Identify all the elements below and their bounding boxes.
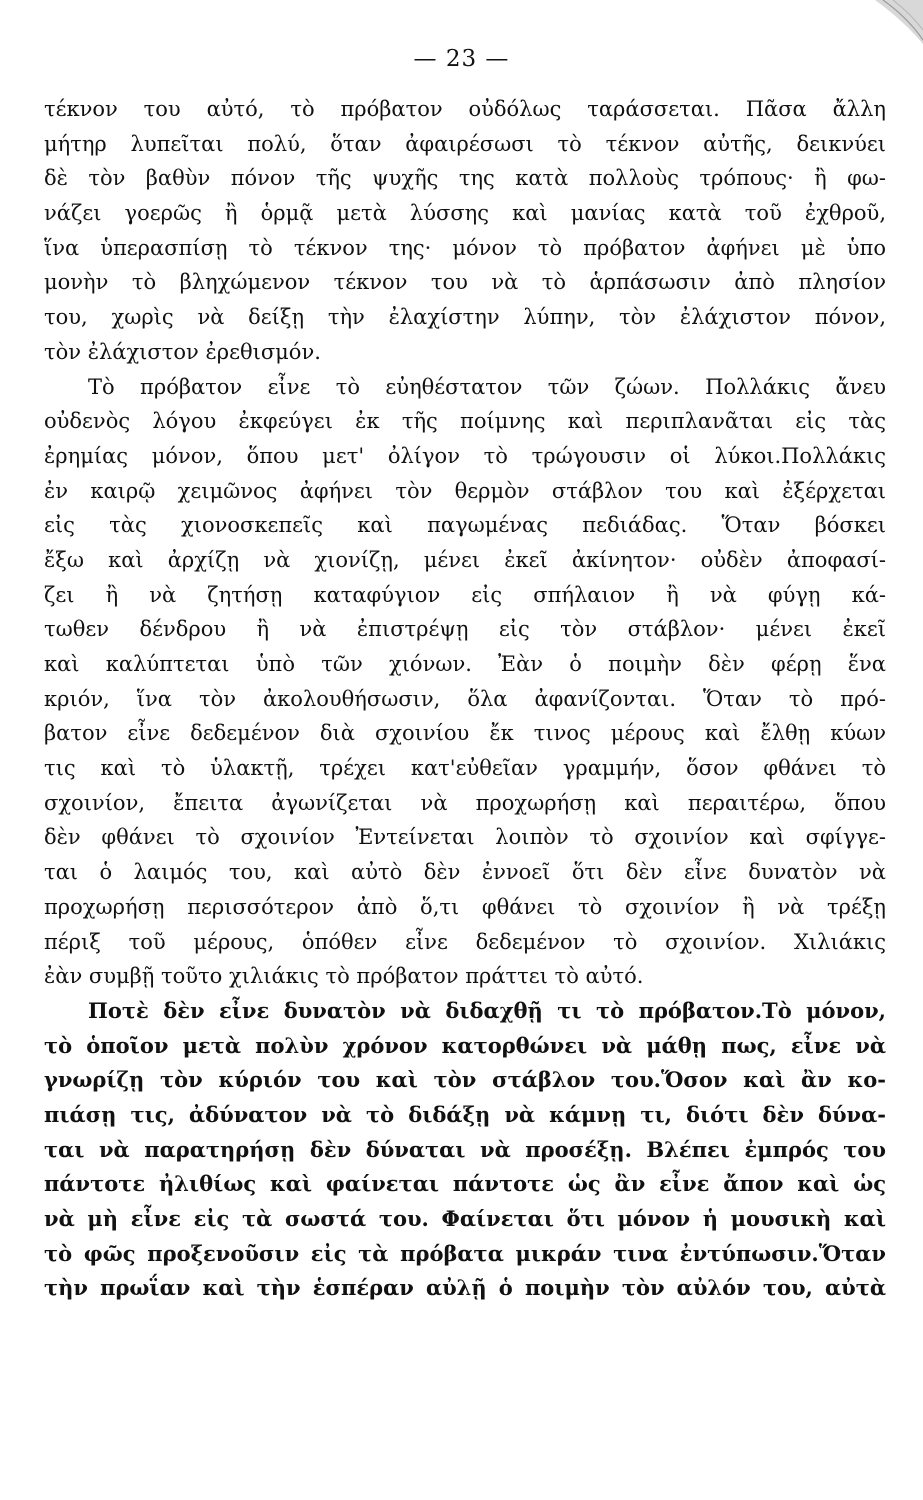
text-line: νὰ μὴ εἶνε εἰς τὰ σωστά του. Φαίνεται ὅτι μόνον ἡ μουσικὴ καὶ	[44, 1206, 886, 1231]
text-line: ἔξω καὶ ἀρχίζῃ νὰ χιονίζῃ, μένει ἐκεῖ ἀκίνητον· οὐδὲν ἀποφασί-	[44, 547, 886, 572]
page-number: — 23 —	[413, 46, 510, 72]
text-line: τις καὶ τὸ ὑλακτῇ, τρέχει κατ'εὐθεῖαν γραμμήν, ὅσον φθάνει τὸ	[44, 756, 886, 781]
text-line: τὴν πρωΐαν καὶ τὴν ἑσπέραν αὐλῇ ὁ ποιμὴν τὸν αὐλόν του, αὐτὰ	[44, 1275, 886, 1301]
text-line: πιάσῃ τις, ἀδύνατον νὰ τὸ διδάξῃ νὰ κάμνῃ τι, διότι δὲν δύνα-	[44, 1101, 886, 1127]
text-line: Τὸ πρόβατον εἶνε τὸ εὐηθέστατον τῶν ζώων. Πολλάκις ἄνευ	[88, 374, 886, 399]
text-line: νάζει γοερῶς ἢ ὁρμᾷ μετὰ λύσσης καὶ μανίας κατὰ τοῦ ἐχθροῦ,	[44, 201, 886, 226]
text-line: πέριξ τοῦ μέρους, ὁπόθεν εἶνε δεδεμένον τὸ σχοινίον. Χιλιάκις	[44, 929, 886, 954]
text-line: ται ὁ λαιμός του, καὶ αὐτὸ δὲν ἐννοεῖ ὅτι δὲν εἶνε δυνατὸν νὰ	[44, 860, 886, 885]
body-text	[44, 92, 886, 1306]
text-line: προχωρήσῃ περισσότερον ἀπὸ ὅ,τι φθάνει τὸ σχοινίον ἢ νὰ τρέξῃ	[44, 894, 886, 919]
text-line: τὸ φῶς προξενοῦσιν εἰς τὰ πρόβατα μικράν τινα ἐντύπωσιν.Ὅταν	[44, 1240, 886, 1266]
text-line: του, χωρὶς νὰ δείξῃ τὴν ἐλαχίστην λύπην, τὸν ἐλάχιστον πόνον,	[44, 305, 886, 330]
text-line: ἐν καιρῷ χειμῶνος ἀφήνει τὸν θερμὸν στάβλον του καὶ ἐξέρχεται	[44, 478, 886, 503]
text-line: ἵνα ὑπερασπίσῃ τὸ τέκνον της· μόνον τὸ πρόβατον ἀφήνει μὲ ὑπο	[44, 235, 886, 260]
text-line: κριόν, ἵνα τὸν ἀκολουθήσωσιν, ὅλα ἀφανίζονται. Ὅταν τὸ πρό-	[44, 686, 886, 711]
text-line: ἐὰν συμβῇ τοῦτο χιλιάκις τὸ πρόβατον πράττει τὸ αὐτό.	[44, 964, 644, 989]
text-line: ται νὰ παρατηρήσῃ δὲν δύναται νὰ προσέξῃ. Βλέπει ἐμπρός του	[44, 1136, 886, 1162]
text-line: σχοινίον, ἔπειτα ἀγωνίζεται νὰ προχωρήσῃ καὶ περαιτέρω, ὅπου	[44, 790, 886, 815]
text-line: τὸν ἐλάχιστον ἐρεθισμόν.	[44, 339, 321, 364]
text-line: οὐδενὸς λόγου ἐκφεύγει ἐκ τῆς ποίμνης καὶ περιπλανᾶται εἰς τὰς	[44, 409, 886, 434]
text-line: τὸ ὁποῖον μετὰ πολὺν χρόνον κατορθώνει νὰ μάθῃ πως, εἶνε νὰ	[44, 1032, 886, 1058]
text-line: καὶ καλύπτεται ὑπὸ τῶν χιόνων. Ἐὰν ὁ ποιμὴν δὲν φέρῃ ἕνα	[44, 652, 886, 676]
text-line: μήτηρ λυπεῖται πολύ, ὅταν ἀφαιρέσωσι τὸ τέκνον αὐτῆς, δεικνύει	[44, 131, 886, 156]
text-line: πάντοτε ἠλιθίως καὶ φαίνεται πάντοτε ὡς ἂν εἶνε ἄπον καὶ ὡς	[44, 1171, 886, 1197]
text-line: μονὴν τὸ βληχώμενον τέκνον του νὰ τὸ ἁρπάσωσιν ἀπὸ πλησίον	[44, 270, 886, 295]
text-line: γνωρίζῃ τὸν κύριόν του καὶ τὸν στάβλον του.Ὅσον καὶ ἂν κο-	[44, 1067, 886, 1093]
text-line: ζει ἢ νὰ ζητήσῃ καταφύγιον εἰς σπήλαιον ἢ νὰ φύγῃ κά-	[44, 582, 886, 607]
text-line: τωθεν δένδρου ἢ νὰ ἐπιστρέψῃ εἰς τὸν στάβλον· μένει ἐκεῖ	[44, 617, 886, 642]
text-line: Ποτὲ δὲν εἶνε δυνατὸν νὰ διδαχθῇ τι τὸ πρόβατον.Τὸ μόνον,	[88, 997, 886, 1023]
text-line: δὲ τὸν βαθὺν πόνον τῆς ψυχῆς της κατὰ πολλοὺς τρόπους· ἢ φω-	[44, 166, 886, 191]
text-line: δὲν φθάνει τὸ σχοινίον Ἐντείνεται λοιπὸν τὸ σχοινίον καὶ σφίγγε-	[44, 825, 886, 850]
text-line: βατον εἶνε δεδεμένον διὰ σχοινίου ἔκ τινος μέρους καὶ ἔλθῃ κύων	[44, 721, 886, 746]
text-line: τέκνον του αὐτό, τὸ πρόβατον οὐδόλως ταράσσεται. Πᾶσα ἄλλη	[44, 97, 886, 121]
text-line: ἐρημίας μόνον, ὅπου μετ' ὀλίγον τὸ τρώγουσιν οἱ λύκοι.Πολλάκις	[44, 443, 886, 468]
text-line: εἰς τὰς χιονοσκεπεῖς καὶ παγωμένας πεδιάδας. Ὅταν βόσκει	[44, 513, 886, 538]
